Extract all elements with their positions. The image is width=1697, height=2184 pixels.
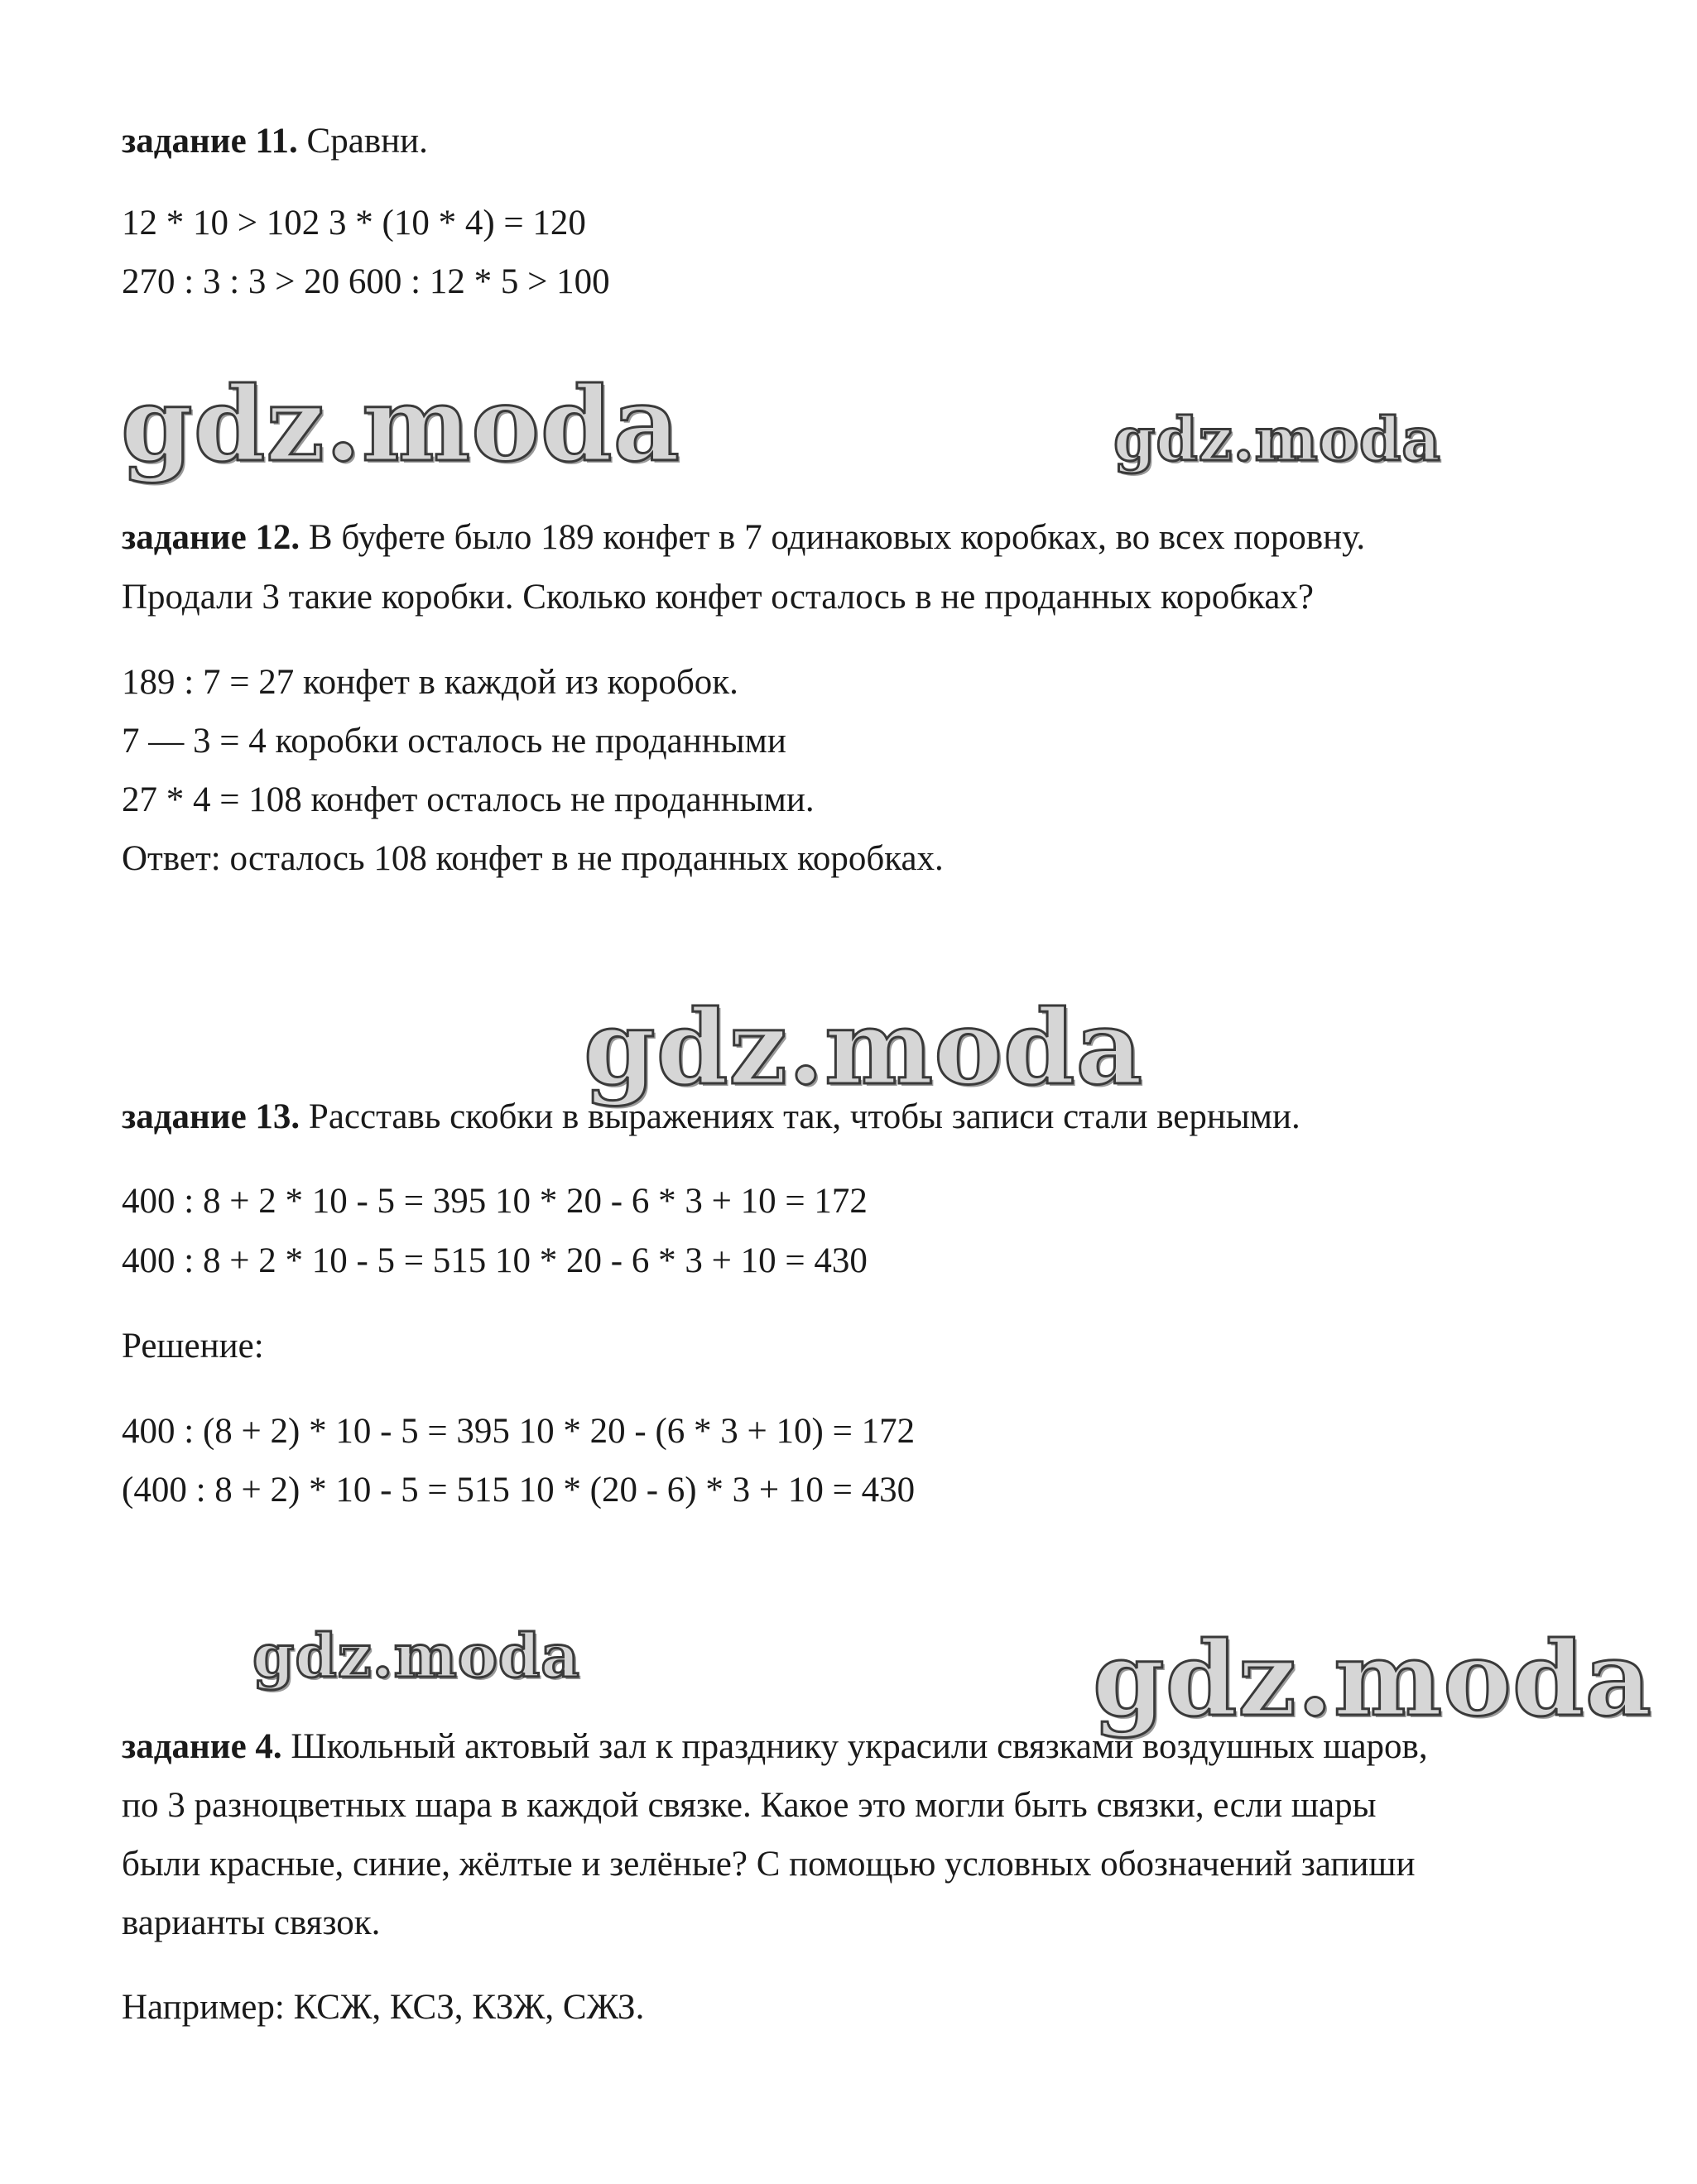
task12-question-line-1: В буфете было 189 конфет в 7 одинаковых коробках, во всех поровну. — [308, 518, 1366, 557]
task13-solution-label: Решение: — [122, 1327, 264, 1366]
task13-heading — [122, 1092, 1300, 1142]
task12-line-1: 189 : 7 = 27 конфет в каждой из коробок. — [122, 663, 738, 702]
task11-line-2: 270 : 3 : 3 > 20 600 : 12 * 5 > 100 — [122, 262, 610, 301]
watermark-gdz-moda: gdz.moda — [252, 1620, 580, 1691]
task12-answer: Ответ: осталось 108 конфет в не проданных коробках. — [122, 839, 944, 878]
watermark-gdz-moda: gdz.moda — [1113, 404, 1441, 474]
watermark-gdz-moda: gdz.moda — [584, 988, 1143, 1108]
task12-line-3: 27 * 4 = 108 конфет осталось не проданными. — [122, 780, 815, 819]
task12-label: задание 12. — [122, 518, 300, 557]
task4-question-line-4: варианты связок. — [122, 1903, 381, 1942]
task11-line-1: 12 * 10 > 102 3 * (10 * 4) = 120 — [122, 204, 586, 242]
task4-question-line-1: Школьный актовый зал к празднику украсили связками воздушных шаров, — [291, 1727, 1428, 1766]
task11-label: задание 11. — [122, 122, 298, 161]
task4-label: задание 4. — [122, 1727, 282, 1766]
task13-solution-line-1: 400 : (8 + 2) * 10 - 5 = 395 10 * 20 - (6 * 3 + 10) = 172 — [122, 1412, 916, 1451]
task13-question: Расставь скобки в выражениях так, чтобы записи стали верными. — [308, 1097, 1300, 1136]
task4-question-line-3: были красные, синие, жёлтые и зелёные? С помощью условных обозначений запиши — [122, 1845, 1416, 1884]
watermark-gdz-moda: gdz.moda — [1093, 1620, 1652, 1740]
task12-heading — [122, 513, 1365, 563]
task4-heading — [122, 1722, 1428, 1772]
task4-answer: Например: КСЖ, КСЗ, КЗЖ, СЖЗ. — [122, 1988, 645, 2027]
task13-line-2: 400 : 8 + 2 * 10 - 5 = 515 10 * 20 - 6 * 3 + 10 = 430 — [122, 1241, 868, 1280]
task12-question-line-2: Продали 3 такие коробки. Сколько конфет осталось в не проданных коробках? — [122, 578, 1315, 617]
task13-solution-line-2: (400 : 8 + 2) * 10 - 5 = 515 10 * (20 - 6) * 3 + 10 = 430 — [122, 1471, 916, 1510]
task11-heading — [122, 117, 428, 166]
task12-line-2: 7 — 3 = 4 коробки осталось не проданными — [122, 722, 786, 761]
task11-title: Сравни. — [306, 122, 428, 161]
task4-question-line-2: по 3 разноцветных шара в каждой связке. Какое это могли быть связки, если шары — [122, 1786, 1377, 1825]
task13-line-1: 400 : 8 + 2 * 10 - 5 = 395 10 * 20 - 6 * 3 + 10 = 172 — [122, 1182, 868, 1221]
task13-label: задание 13. — [122, 1097, 300, 1136]
watermark-gdz-moda: gdz.moda — [121, 365, 680, 485]
